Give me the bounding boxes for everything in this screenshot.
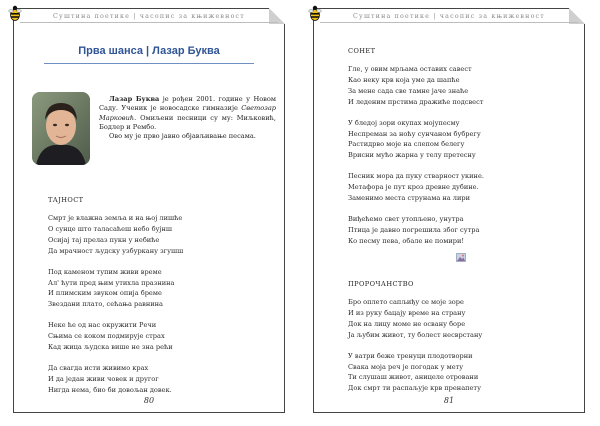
verse-line: Сњима се коком подмирује страх xyxy=(48,332,165,341)
verse-line: Метафора је пут кроз древне дубине. xyxy=(348,183,479,192)
verse-line: Ко песму пева, обале не помири! xyxy=(348,236,464,245)
verse-line: За мене сада све тамне јаче знаће xyxy=(348,86,469,95)
poem-sonet-body xyxy=(348,64,484,247)
page-number: 81 xyxy=(443,396,455,405)
poem-tajnost-body xyxy=(48,213,183,396)
right-page xyxy=(313,8,585,413)
verse-line: Заменимо места струнама на лири xyxy=(348,194,470,203)
poem-prorochanstvo-body xyxy=(348,297,482,394)
verse-line: Бро оплето сапљиђу се моје зоре xyxy=(348,298,464,306)
author-name: Лазар Буква xyxy=(109,95,160,103)
verse-line: Да свагда исти живимо крах xyxy=(48,363,149,372)
verse-line: Неспреман за ноћу сунчаном бубрегу xyxy=(348,129,481,138)
poem-title-sonet: СОНЕТ xyxy=(348,47,376,55)
verse-line: И да један живи човек и другог xyxy=(48,374,159,383)
verse-line: Растидрво моје на слепом белегу xyxy=(348,140,465,149)
verse-line: О сунце што таласаћеш небо бујнш xyxy=(48,224,172,233)
journal-header: Суштина поетике | часопис за књижевност xyxy=(353,13,545,20)
verse-line: Смрт је влажна земља и на њој лишће xyxy=(48,214,183,222)
verse-line: Ја љубим живот, ту болест несврстану xyxy=(348,330,483,339)
verse-line: Виђећемо свет утопљено, унутра xyxy=(348,214,464,223)
verse-line: Док на лицу моме не освану боре xyxy=(348,319,466,328)
verse-line: Врисни мућо жарна у телу претесну xyxy=(348,151,476,160)
verse-line: Гле, у овим мрљама оставих савест xyxy=(348,65,472,73)
verse-line: Кад жица људска више не зна рећи xyxy=(48,343,173,352)
verse-line: И леденим прстима дражиће подсвест xyxy=(348,97,484,106)
verse-line: Док смрт ти распаљује крв пренапету xyxy=(348,384,481,393)
left-page xyxy=(13,8,285,413)
header-divider xyxy=(320,22,578,23)
page-number: 80 xyxy=(143,396,155,405)
verse-line: Осијај тај прелаз пукн у небиће xyxy=(48,235,160,244)
page-title: Прва шанса | Лазар Буква xyxy=(78,45,220,57)
verse-line: Ал' ћути пред њим утихла празнина xyxy=(48,278,175,287)
verse-line: И из руку бацају време на страну xyxy=(348,308,466,317)
bio-text-3: Ово му је прво јавно објављивање песама. xyxy=(109,132,256,141)
verse-line: Свака моја реч је погодак у мету xyxy=(348,362,464,371)
verse-line: Звездани плато, сећања равнина xyxy=(48,300,163,309)
separator-icon xyxy=(456,253,466,262)
verse-line: Као неку крв која уме да шапће xyxy=(348,75,460,84)
verse-line: Ти слушаш живот, аницеле отровани xyxy=(348,373,479,382)
verse-line: И плимским звуком опија бреме xyxy=(48,289,162,298)
author-photo xyxy=(32,92,90,165)
verse-line: Нигда нема, био би довољан довек. xyxy=(48,385,172,394)
author-bio xyxy=(99,95,276,141)
poem-title-prorochanstvo: ПРОРОЧАНСТВО xyxy=(348,280,414,288)
bio-text-1: је рођен 2001. године у Новом Саду. Ученик је новосадске гимназије xyxy=(99,95,276,113)
bio-school: Светозар Марковић xyxy=(99,104,276,122)
title-underline xyxy=(44,63,254,64)
journal-header: Суштина поетике | часопис за књижевност xyxy=(53,13,245,20)
poem-title-tajnost: ТАЈНОСТ xyxy=(48,196,84,204)
header-divider xyxy=(20,22,278,23)
bio-text-2: . Омиљени песници су му: Миљковић, Бодлер и Рембо. xyxy=(99,113,276,131)
verse-line: Под каменом тупим живи време xyxy=(48,267,162,276)
verse-line: Неке ће од нас окружити Речи xyxy=(48,321,157,330)
verse-line: У бледој зори окупах мојупесму xyxy=(348,118,460,127)
verse-line: Да мрачност људску узбуркану згушш xyxy=(48,246,184,255)
verse-line: Песник мора да пуку стварност укине. xyxy=(348,172,484,181)
verse-line: Птица је давно погрешила због сутра xyxy=(348,225,480,234)
verse-line: У ватри беже тренуци плодотворни xyxy=(348,351,473,360)
